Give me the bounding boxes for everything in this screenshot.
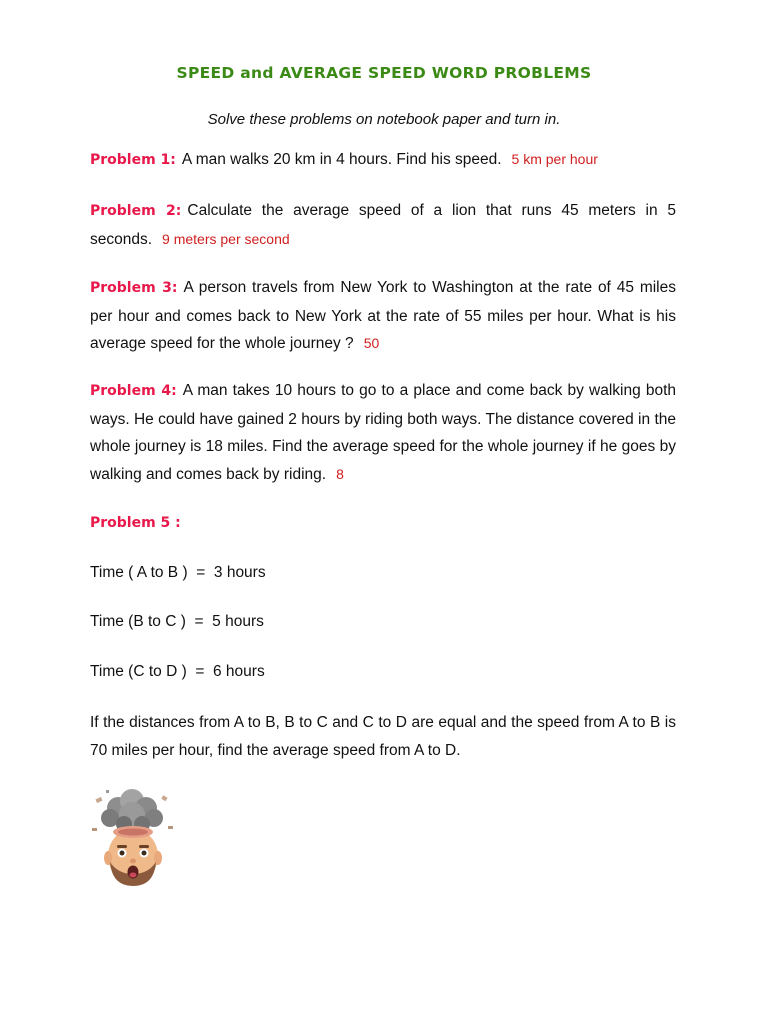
smoke-cloud bbox=[101, 789, 163, 832]
problem-3-text: A person travels from New York to Washington at the rate of 45 miles per hour and comes back to New York at the rate of 55 miles per hour. What is his average speed for the whole journey ? bbox=[90, 279, 676, 352]
problem-5-label: Problem 5 : bbox=[90, 515, 181, 531]
instructions: Solve these problems on notebook paper and turn in. bbox=[207, 111, 561, 128]
problem-5-text: If the distances from A to B, B to C and C to D are equal and the speed from A to B is 70 miles per hour, find the average speed from A to D. bbox=[90, 714, 676, 759]
problem-4 bbox=[90, 377, 676, 488]
problem-2-label: Problem 2: bbox=[90, 203, 182, 219]
problem-1 bbox=[90, 146, 676, 175]
problem-2 bbox=[90, 197, 676, 253]
time-c-to-d: Time (C to D ) = 6 hours bbox=[90, 663, 265, 680]
problem-1-answer: 5 km per hour bbox=[511, 151, 598, 167]
time-a-to-b: Time ( A to B ) = 3 hours bbox=[90, 564, 266, 581]
problem-3-label: Problem 3: bbox=[90, 280, 178, 296]
problem-4-label: Problem 4: bbox=[90, 383, 177, 399]
problem-2-text: Calculate the average speed of a lion that runs 45 meters in 5 seconds. bbox=[90, 202, 676, 248]
exploding-head-emoji-icon bbox=[88, 788, 180, 888]
problem-1-label: Problem 1: bbox=[90, 152, 176, 168]
problem-4-answer: 8 bbox=[336, 465, 344, 482]
problem-1-text: A man walks 20 km in 4 hours. Find his speed. bbox=[181, 151, 502, 168]
page-title: SPEED and AVERAGE SPEED WORD PROBLEMS bbox=[176, 64, 592, 82]
problem-3-answer: 50 bbox=[363, 335, 380, 351]
problem-5 bbox=[90, 509, 676, 538]
problem-3 bbox=[90, 274, 676, 358]
problem-2-answer: 9 meters per second bbox=[162, 230, 290, 247]
problem-4-text: A man takes 10 hours to go to a place and come back by walking both ways. He could have gained 2 hours by riding both ways. The distance covered in the whole journey is 18 miles. Find the average speed for the whole journey if he goes by walking and comes back by riding. bbox=[90, 382, 676, 483]
time-b-to-c: Time (B to C ) = 5 hours bbox=[90, 613, 264, 630]
